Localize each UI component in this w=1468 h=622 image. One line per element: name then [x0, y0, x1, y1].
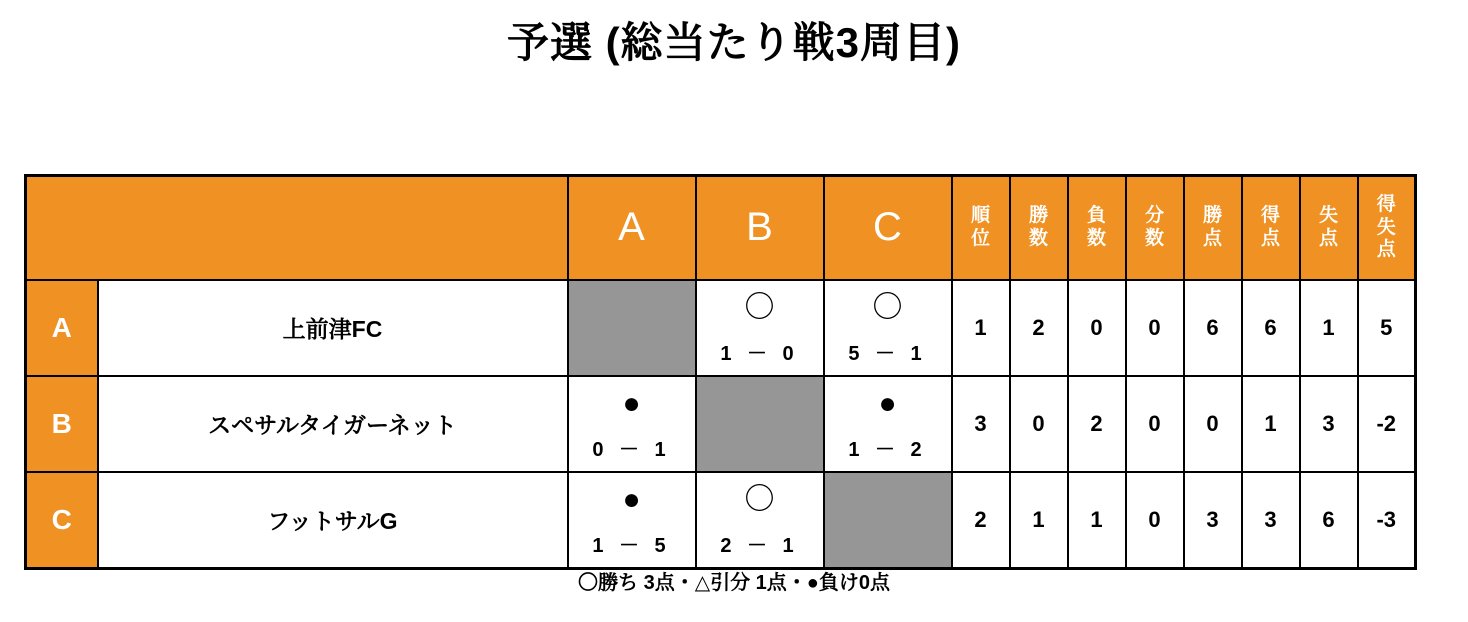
header-stat-losses-char-2: 数 — [1086, 227, 1106, 249]
header-stat-points — [1184, 176, 1242, 280]
header-stat-goal-difference-char-2: 失 — [1376, 216, 1396, 238]
match-cell-a-vs-c — [824, 280, 952, 376]
header-stat-goal-difference-char-3: 点 — [1376, 238, 1396, 260]
match-cell-b-vs-b — [696, 376, 824, 472]
result-score: 0 － 1 — [592, 439, 671, 461]
result-mark-icon: 〇 — [744, 483, 775, 516]
header-stat-losses — [1068, 176, 1126, 280]
stat-goal-difference: -3 — [1358, 472, 1416, 569]
team-name-b: スペサルタイガーネット — [98, 376, 568, 472]
stat-wins: 1 — [1010, 472, 1068, 569]
header-opponent-c: C — [824, 176, 952, 280]
match-cell-c-vs-c — [824, 472, 952, 569]
header-stat-draws-char-1: 分 — [1144, 205, 1164, 227]
header-stat-goals-for-char-2: 点 — [1260, 227, 1280, 249]
stat-goals-for: 1 — [1242, 376, 1300, 472]
header-stat-points-char-2: 点 — [1202, 227, 1222, 249]
stat-goal-difference: -2 — [1358, 376, 1416, 472]
stat-points: 0 — [1184, 376, 1242, 472]
header-stat-points-char-1: 勝 — [1202, 205, 1222, 227]
header-stat-goals-against-char-2: 点 — [1318, 227, 1338, 249]
header-stat-goals-against — [1300, 176, 1358, 280]
team-code-a: A — [26, 280, 98, 376]
team-name-a: 上前津FC — [98, 280, 568, 376]
header-stat-draws — [1126, 176, 1184, 280]
match-cell-a-vs-b — [696, 280, 824, 376]
stat-wins: 0 — [1010, 376, 1068, 472]
header-stat-rank-char-2: 位 — [970, 227, 990, 249]
team-code-b: B — [26, 376, 98, 472]
stat-goals-for: 3 — [1242, 472, 1300, 569]
table-header-row — [26, 176, 1416, 280]
team-name-c: フットサルG — [98, 472, 568, 569]
stat-goals-against: 6 — [1300, 472, 1358, 569]
header-stat-draws-char-2: 数 — [1144, 227, 1164, 249]
match-cell-c-vs-a — [568, 472, 696, 569]
result-score: 5 － 1 — [848, 343, 927, 365]
scoring-legend: 〇勝ち 3点・△引分 1点・●負け0点 — [578, 572, 890, 594]
match-cell-a-vs-a — [568, 280, 696, 376]
result-mark-icon: 〇 — [744, 291, 775, 324]
header-stat-goal-difference — [1358, 176, 1416, 280]
stat-draws: 0 — [1126, 472, 1184, 569]
stat-rank: 3 — [952, 376, 1010, 472]
header-stat-goals-for — [1242, 176, 1300, 280]
result-score: 1 － 5 — [592, 535, 671, 557]
header-stat-goals-against-char-1: 失 — [1318, 205, 1338, 227]
page-title: 予選 (総当たり戦3周目) — [506, 19, 961, 66]
match-cell-b-vs-c — [824, 376, 952, 472]
stat-goals-against: 3 — [1300, 376, 1358, 472]
result-score: 2 － 1 — [720, 535, 799, 557]
stat-goals-against: 1 — [1300, 280, 1358, 376]
stat-goal-difference: 5 — [1358, 280, 1416, 376]
stat-losses: 0 — [1068, 280, 1126, 376]
header-stat-goal-difference-char-1: 得 — [1376, 194, 1396, 216]
header-stat-wins-char-1: 勝 — [1028, 205, 1048, 227]
result-score: 1 － 0 — [720, 343, 799, 365]
result-mark-icon: ● — [622, 483, 641, 516]
header-stat-rank-char-1: 順 — [970, 205, 990, 227]
stat-losses: 1 — [1068, 472, 1126, 569]
match-cell-c-vs-b — [696, 472, 824, 569]
team-code-c: C — [26, 472, 98, 569]
stat-goals-for: 6 — [1242, 280, 1300, 376]
stat-losses: 2 — [1068, 376, 1126, 472]
result-mark-icon: ● — [622, 387, 641, 420]
header-stat-goals-for-char-1: 得 — [1260, 205, 1280, 227]
result-score: 1 － 2 — [848, 439, 927, 461]
match-cell-b-vs-a — [568, 376, 696, 472]
header-stat-wins-char-2: 数 — [1028, 227, 1048, 249]
table-row — [26, 280, 1416, 376]
standings-table — [24, 174, 1417, 570]
header-stat-wins — [1010, 176, 1068, 280]
stat-points: 3 — [1184, 472, 1242, 569]
header-team-blank — [26, 176, 568, 280]
header-opponent-b: B — [696, 176, 824, 280]
header-stat-losses-char-1: 負 — [1086, 205, 1106, 227]
header-stat-rank — [952, 176, 1010, 280]
stat-draws: 0 — [1126, 280, 1184, 376]
result-mark-icon: 〇 — [872, 291, 903, 324]
stat-draws: 0 — [1126, 376, 1184, 472]
stat-rank: 1 — [952, 280, 1010, 376]
stat-rank: 2 — [952, 472, 1010, 569]
stat-wins: 2 — [1010, 280, 1068, 376]
table-row — [26, 376, 1416, 472]
result-mark-icon: ● — [878, 387, 897, 420]
table-row — [26, 472, 1416, 569]
stat-points: 6 — [1184, 280, 1242, 376]
header-opponent-a: A — [568, 176, 696, 280]
standings-table-wrapper — [24, 174, 1409, 570]
